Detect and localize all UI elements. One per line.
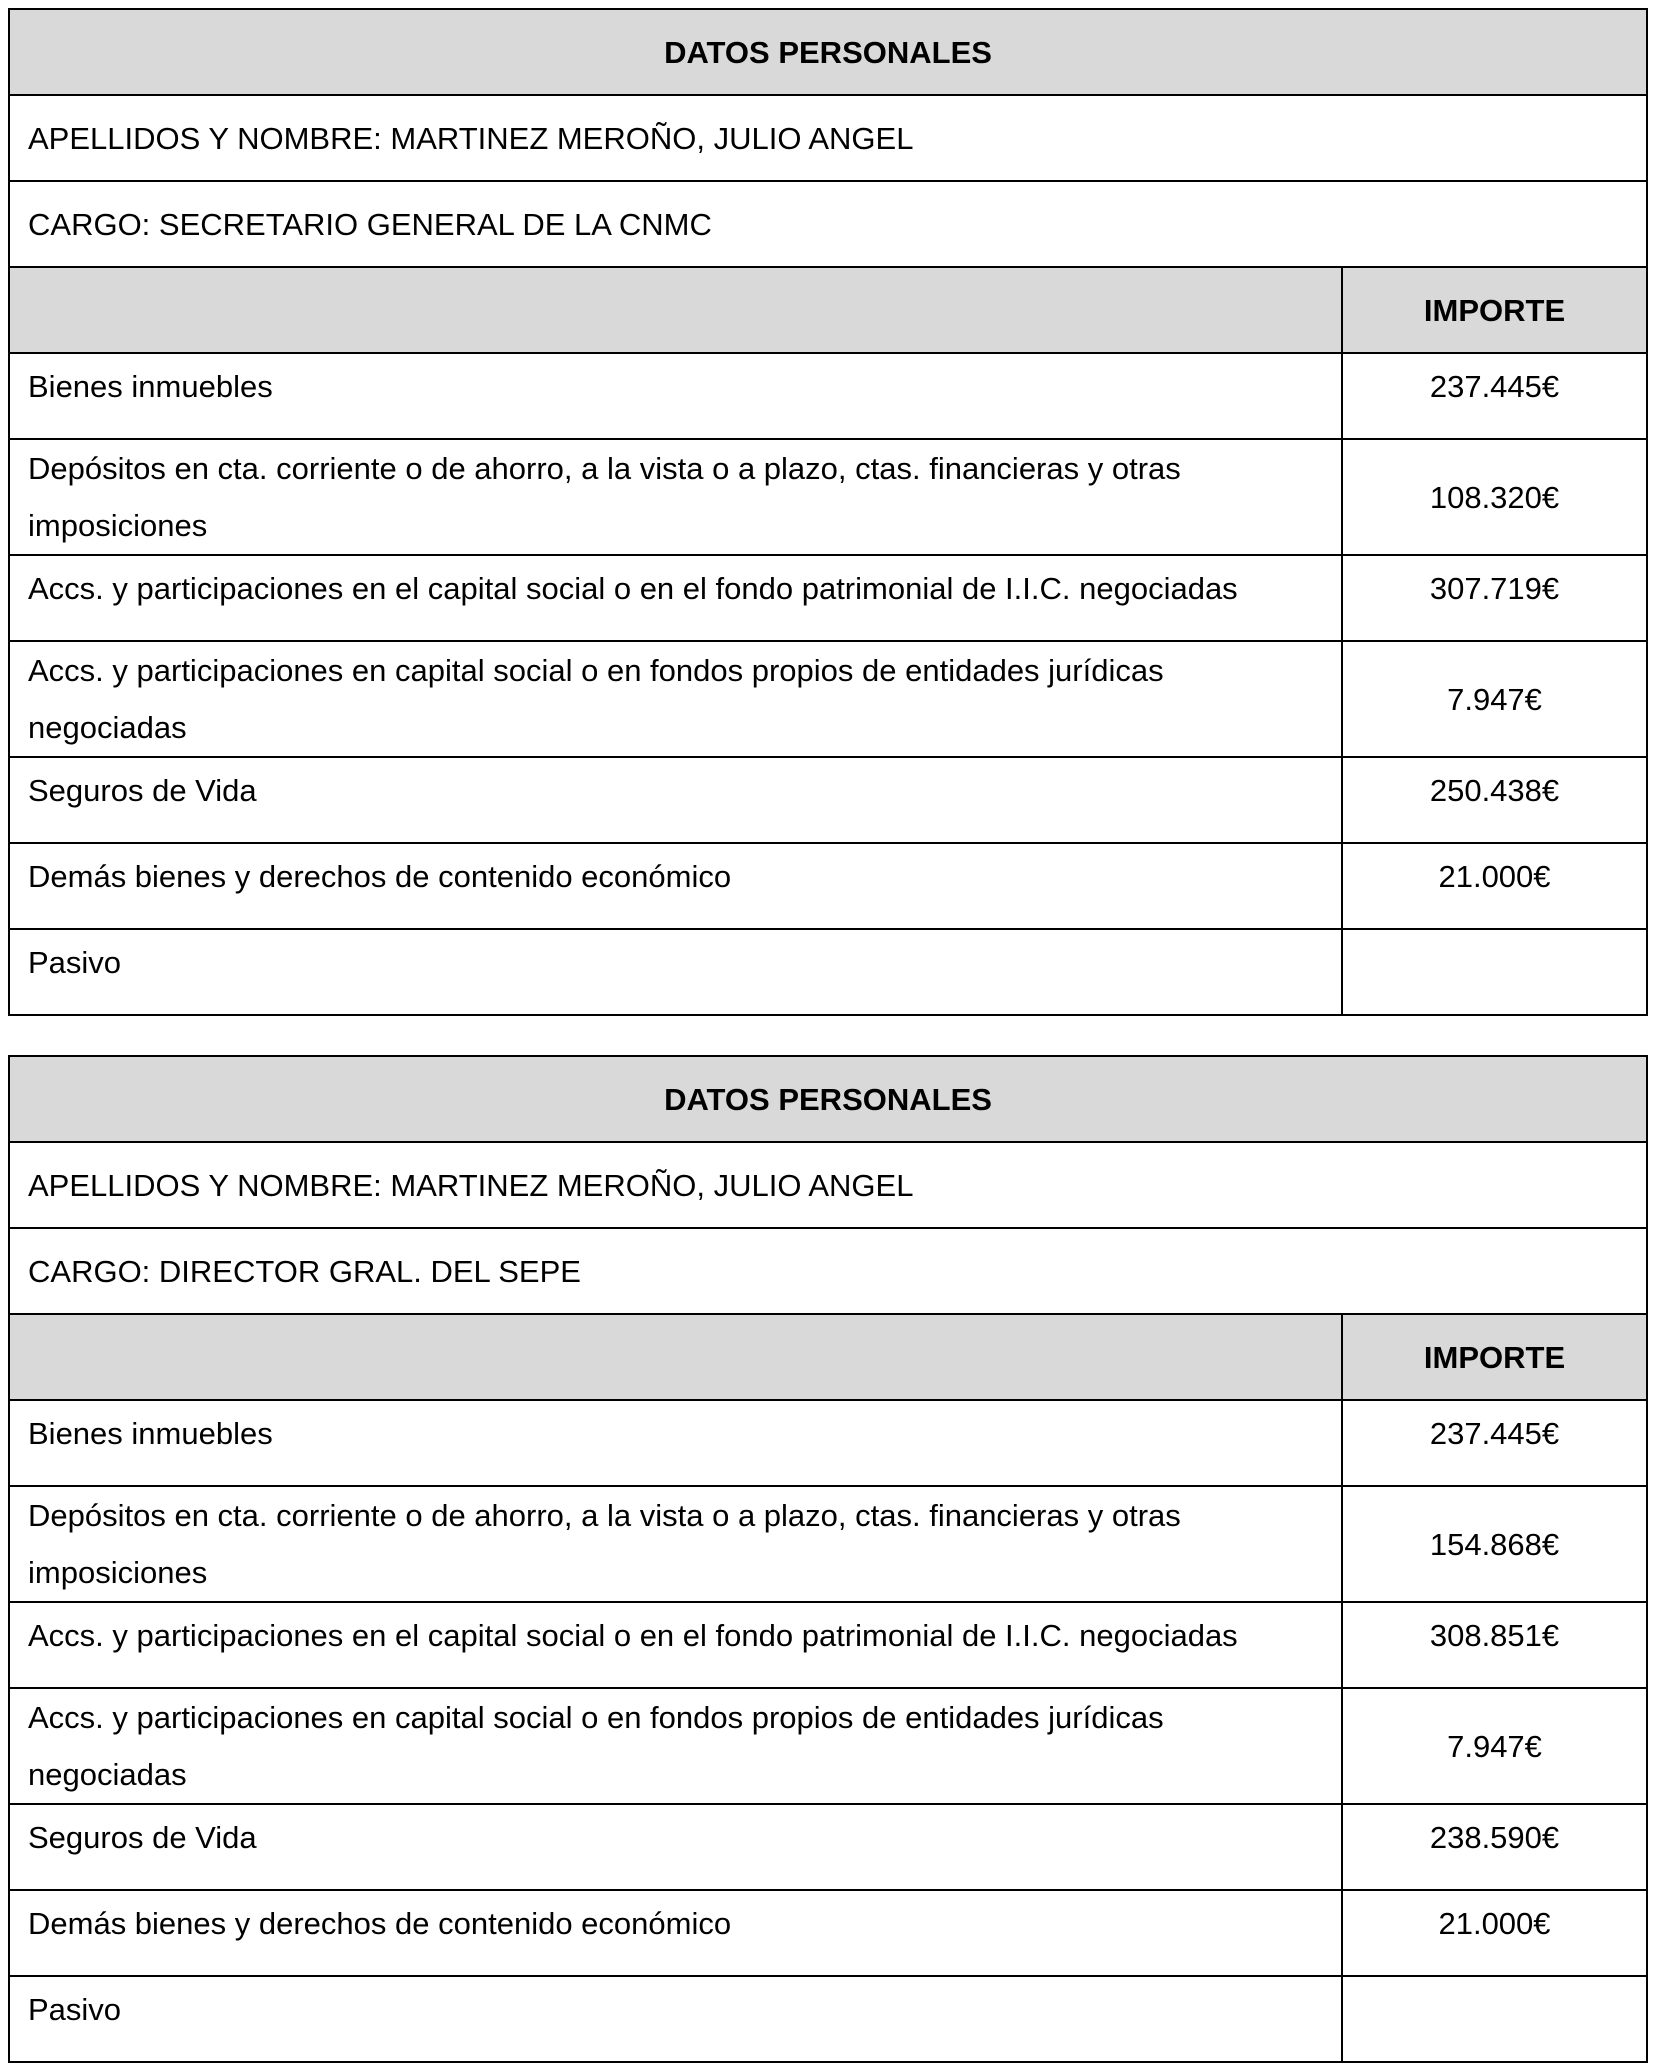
amount-cell: 250.438€ bbox=[1342, 757, 1647, 843]
asset-declaration-table bbox=[8, 1055, 1648, 2063]
amount-cell: 307.719€ bbox=[1342, 555, 1647, 641]
amount-cell: 7.947€ bbox=[1342, 641, 1647, 757]
table-row bbox=[9, 1804, 1647, 1890]
concept-cell: Accs. y participaciones en el capital social o en el fondo patrimonial de I.I.C. negociadas bbox=[9, 1602, 1342, 1688]
table-row bbox=[9, 1976, 1647, 2062]
concept-cell: Bienes inmuebles bbox=[9, 1400, 1342, 1486]
table-row bbox=[9, 439, 1647, 555]
table-row bbox=[9, 1400, 1647, 1486]
amount-cell: 21.000€ bbox=[1342, 1890, 1647, 1976]
table-row bbox=[9, 1688, 1647, 1804]
amount-cell: 7.947€ bbox=[1342, 1688, 1647, 1804]
amount-column-header: IMPORTE bbox=[1342, 267, 1647, 353]
amount-cell: 21.000€ bbox=[1342, 843, 1647, 929]
amount-cell: 308.851€ bbox=[1342, 1602, 1647, 1688]
section-header: DATOS PERSONALES bbox=[9, 9, 1647, 95]
concept-cell: Pasivo bbox=[9, 1976, 1342, 2062]
amount-cell bbox=[1342, 929, 1647, 1015]
table-row bbox=[9, 1602, 1647, 1688]
table-row bbox=[9, 555, 1647, 641]
table-row bbox=[9, 1890, 1647, 1976]
concept-cell: Seguros de Vida bbox=[9, 1804, 1342, 1890]
concept-cell: Demás bienes y derechos de contenido económico bbox=[9, 843, 1342, 929]
concept-cell: Accs. y participaciones en capital social o en fondos propios de entidades jurídicas negociadas bbox=[9, 641, 1342, 757]
concept-column-header bbox=[9, 1314, 1342, 1400]
table-row bbox=[9, 843, 1647, 929]
amount-cell: 237.445€ bbox=[1342, 1400, 1647, 1486]
concept-column-header bbox=[9, 267, 1342, 353]
concept-cell: Seguros de Vida bbox=[9, 757, 1342, 843]
table-row bbox=[9, 1486, 1647, 1602]
concept-cell: Pasivo bbox=[9, 929, 1342, 1015]
table-row bbox=[9, 757, 1647, 843]
concept-cell: Bienes inmuebles bbox=[9, 353, 1342, 439]
concept-cell: Accs. y participaciones en el capital social o en el fondo patrimonial de I.I.C. negociadas bbox=[9, 555, 1342, 641]
amount-cell bbox=[1342, 1976, 1647, 2062]
name-line: APELLIDOS Y NOMBRE: MARTINEZ MEROÑO, JULIO ANGEL bbox=[9, 95, 1647, 181]
amount-cell: 108.320€ bbox=[1342, 439, 1647, 555]
name-line: APELLIDOS Y NOMBRE: MARTINEZ MEROÑO, JULIO ANGEL bbox=[9, 1142, 1647, 1228]
concept-cell: Accs. y participaciones en capital social o en fondos propios de entidades jurídicas negociadas bbox=[9, 1688, 1342, 1804]
concept-cell: Depósitos en cta. corriente o de ahorro, a la vista o a plazo, ctas. financieras y otras imposiciones bbox=[9, 1486, 1342, 1602]
amount-cell: 237.445€ bbox=[1342, 353, 1647, 439]
amount-column-header: IMPORTE bbox=[1342, 1314, 1647, 1400]
concept-cell: Depósitos en cta. corriente o de ahorro, a la vista o a plazo, ctas. financieras y otras imposiciones bbox=[9, 439, 1342, 555]
position-line: CARGO: DIRECTOR GRAL. DEL SEPE bbox=[9, 1228, 1647, 1314]
amount-cell: 238.590€ bbox=[1342, 1804, 1647, 1890]
table-row bbox=[9, 929, 1647, 1015]
section-header: DATOS PERSONALES bbox=[9, 1056, 1647, 1142]
asset-declaration-table bbox=[8, 8, 1648, 1016]
amount-cell: 154.868€ bbox=[1342, 1486, 1647, 1602]
table-row bbox=[9, 353, 1647, 439]
position-line: CARGO: SECRETARIO GENERAL DE LA CNMC bbox=[9, 181, 1647, 267]
concept-cell: Demás bienes y derechos de contenido económico bbox=[9, 1890, 1342, 1976]
table-row bbox=[9, 641, 1647, 757]
